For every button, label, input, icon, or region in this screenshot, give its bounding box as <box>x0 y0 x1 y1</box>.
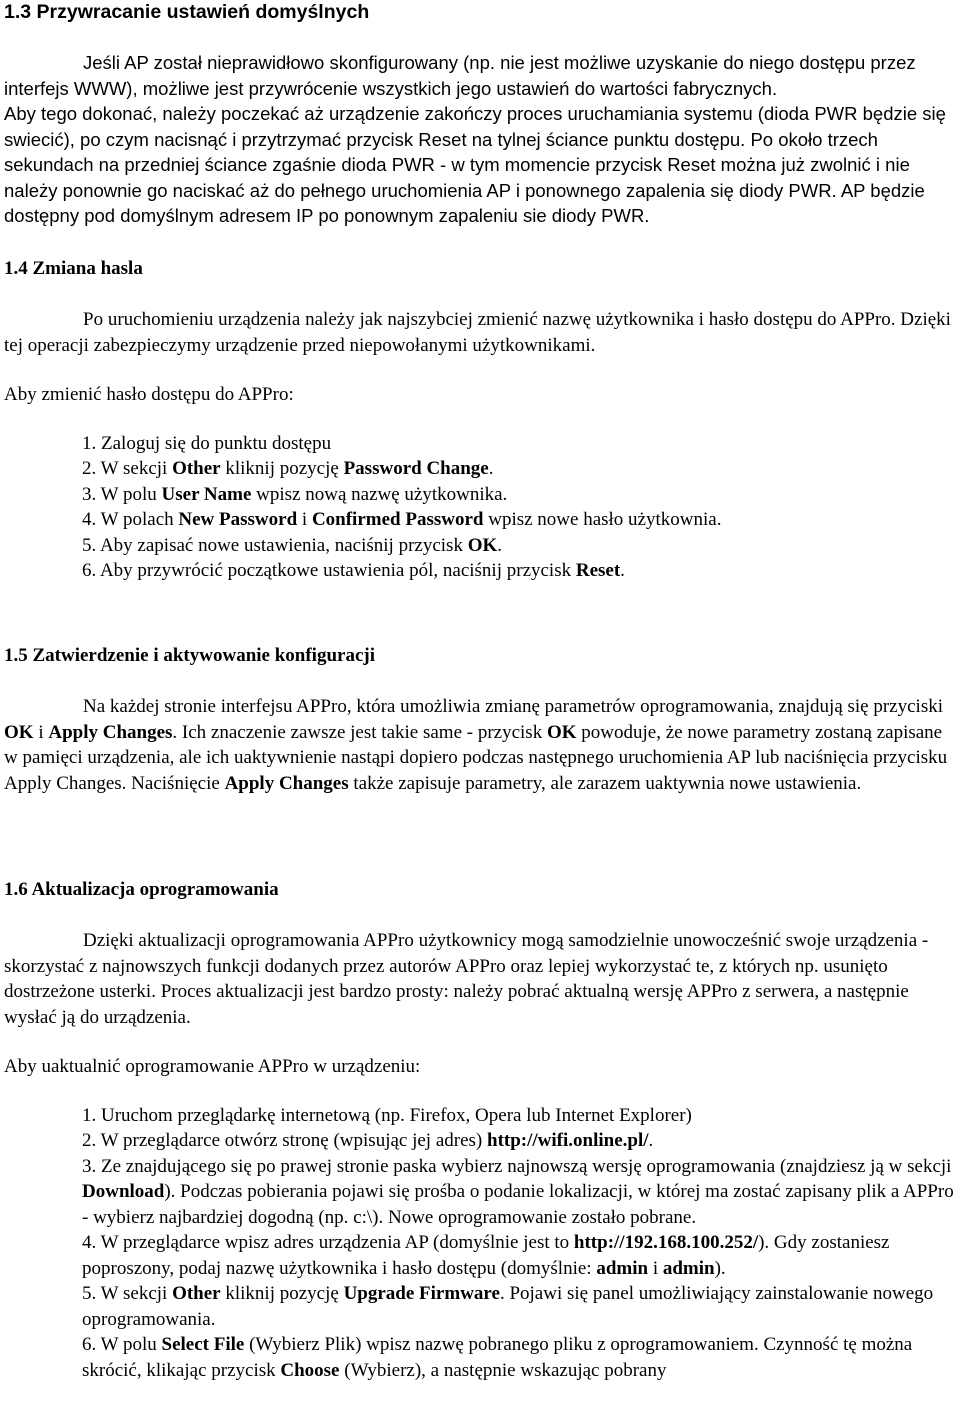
list-item: 5. Aby zapisać nowe ustawienia, naciśnij przycisk OK. <box>82 534 503 556</box>
paragraph: Jeśli AP został nieprawidłowo skonfigurowany (np. nie jest możliwe uzyskanie do niego dostępu przez interfejs WWW), możliwe jest przywrócenie wszystkich jego ustawień do wartości fabrycznych. <box>4 52 916 99</box>
list-item: 2. W sekcji Other kliknij pozycję Password Change. <box>82 458 494 479</box>
section-heading: 1.3 Przywracanie ustawień domyślnych <box>4 1 370 23</box>
list-item: 4. W przeglądarce wpisz adres urządzenia AP (domyślnie jest to http://192.168.100.252/). Gdy zostaniesz poproszony, podaj nazwę użytkownika i hasło dostępu (domyślnie: admin i admin). <box>82 1232 890 1279</box>
paragraph: Dzięki aktualizacji oprogramowania APPro użytkownicy mogą samodzielnie unowocześnić swoje urządzenia - skorzystać z najnowszych funkcji dodanych przez autorów APPro oraz lepiej wykorzystać te, z których np. usunięto dostrzeżone usterki. Proces aktualizacji jest bardzo prosty: należy pobrać aktualną wersję APPro z serwera, a następnie wysłać ją do urządzenia. <box>4 930 929 1028</box>
section-1-6 <box>0 877 960 1383</box>
paragraph: Po uruchomieniu urządzenia należy jak najszybciej zmienić nazwę użytkownika i hasło dostępu do APPro. Dzięki tej operacji zabezpieczymy urządzenie przed niepowołanymi użytkownikami. <box>4 309 951 356</box>
section-heading: 1.6 Aktualizacja oprogramowania <box>4 879 279 900</box>
ordered-list <box>0 1103 960 1384</box>
section-1-3 <box>0 0 960 229</box>
list-item: 3. W polu User Name wpisz nową nazwę użytkownika. <box>82 483 508 505</box>
list-item: 6. Aby przywrócić początkowe ustawienia pól, naciśnij przycisk Reset. <box>82 560 625 581</box>
paragraph: Na każdej stronie interfejsu APPro, która umożliwia zmianę parametrów oprogramowania, znajdują się przyciski OK i Apply Changes. Ich znaczenie zawsze jest takie same - przycisk OK powoduje, że nowe parametry zostaną zapisane w pamięci urządzenia, ale ich uaktywnienie nastąpi dopiero podczas następnego uruchomienia AP lub naciśnięcia przycisku Apply Changes. Naciśnięcie Apply Changes także zapisuje parametry, ale zarazem uaktywnia nowe ustawienia. <box>4 696 948 794</box>
section-heading: 1.5 Zatwierdzenie i aktywowanie konfiguracji <box>4 645 376 666</box>
section-1-4 <box>0 256 960 584</box>
list-item: 1. Uruchom przeglądarkę internetową (np. Firefox, Opera lub Internet Explorer) <box>82 1104 692 1126</box>
paragraph: Aby tego dokonać, należy poczekać aż urządzenie zakończy proces uruchamiania systemu (dioda PWR będzie się swiecić), po czym nacisnąć i przytrzymać przycisk Reset na tylnej ściance punktu dostępu. Po około trzech sekundach na przedniej ściance zgaśnie dioda PWR - w tym momencie przycisk Reset można już zwolnić i nie należy ponownie go naciskać aż do pełnego uruchomienia AP i ponownego zapalenia się diody PWR. AP będzie dostępny pod domyślnym adresem IP po ponownym zapaleniu sie diody PWR. <box>4 103 946 226</box>
list-item: 4. W polach New Password i Confirmed Password wpisz nowe hasło użytkownia. <box>82 509 722 530</box>
list-item: 2. W przeglądarce otwórz stronę (wpisując jej adres) http://wifi.online.pl/. <box>82 1130 654 1151</box>
list-item: 6. W polu Select File (Wybierz Plik) wpisz nazwę pobranego pliku z oprogramowaniem. Czynność tę można skrócić, klikając przycisk Choose (Wybierz), a następnie wskazując pobrany <box>82 1334 913 1381</box>
ordered-list <box>0 431 960 584</box>
paragraph: Aby uaktualnić oprogramowanie APPro w urządzeniu: <box>4 1056 421 1077</box>
section-heading: 1.4 Zmiana hasla <box>4 258 143 279</box>
paragraph: Aby zmienić hasło dostępu do APPro: <box>4 384 294 405</box>
list-item: 3. Ze znajdującego się po prawej stronie paska wybierz najnowszą wersję oprogramowania (znajdziesz ją w sekcji Download). Podczas pobierania pojawi się prośba o podanie lokalizacji, w której ma zostać zapisany plik a APPro - wybierz najbardziej dogodną (np. c:\). Nowe oprogramowanie zostało pobrane. <box>82 1155 954 1228</box>
list-item: 5. W sekcji Other kliknij pozycję Upgrade Firmware. Pojawi się panel umożliwiający zainstalowanie nowego oprogramowania. <box>82 1283 934 1330</box>
section-1-5 <box>0 643 960 796</box>
list-item: 1. Zaloguj się do punktu dostępu <box>82 432 332 454</box>
